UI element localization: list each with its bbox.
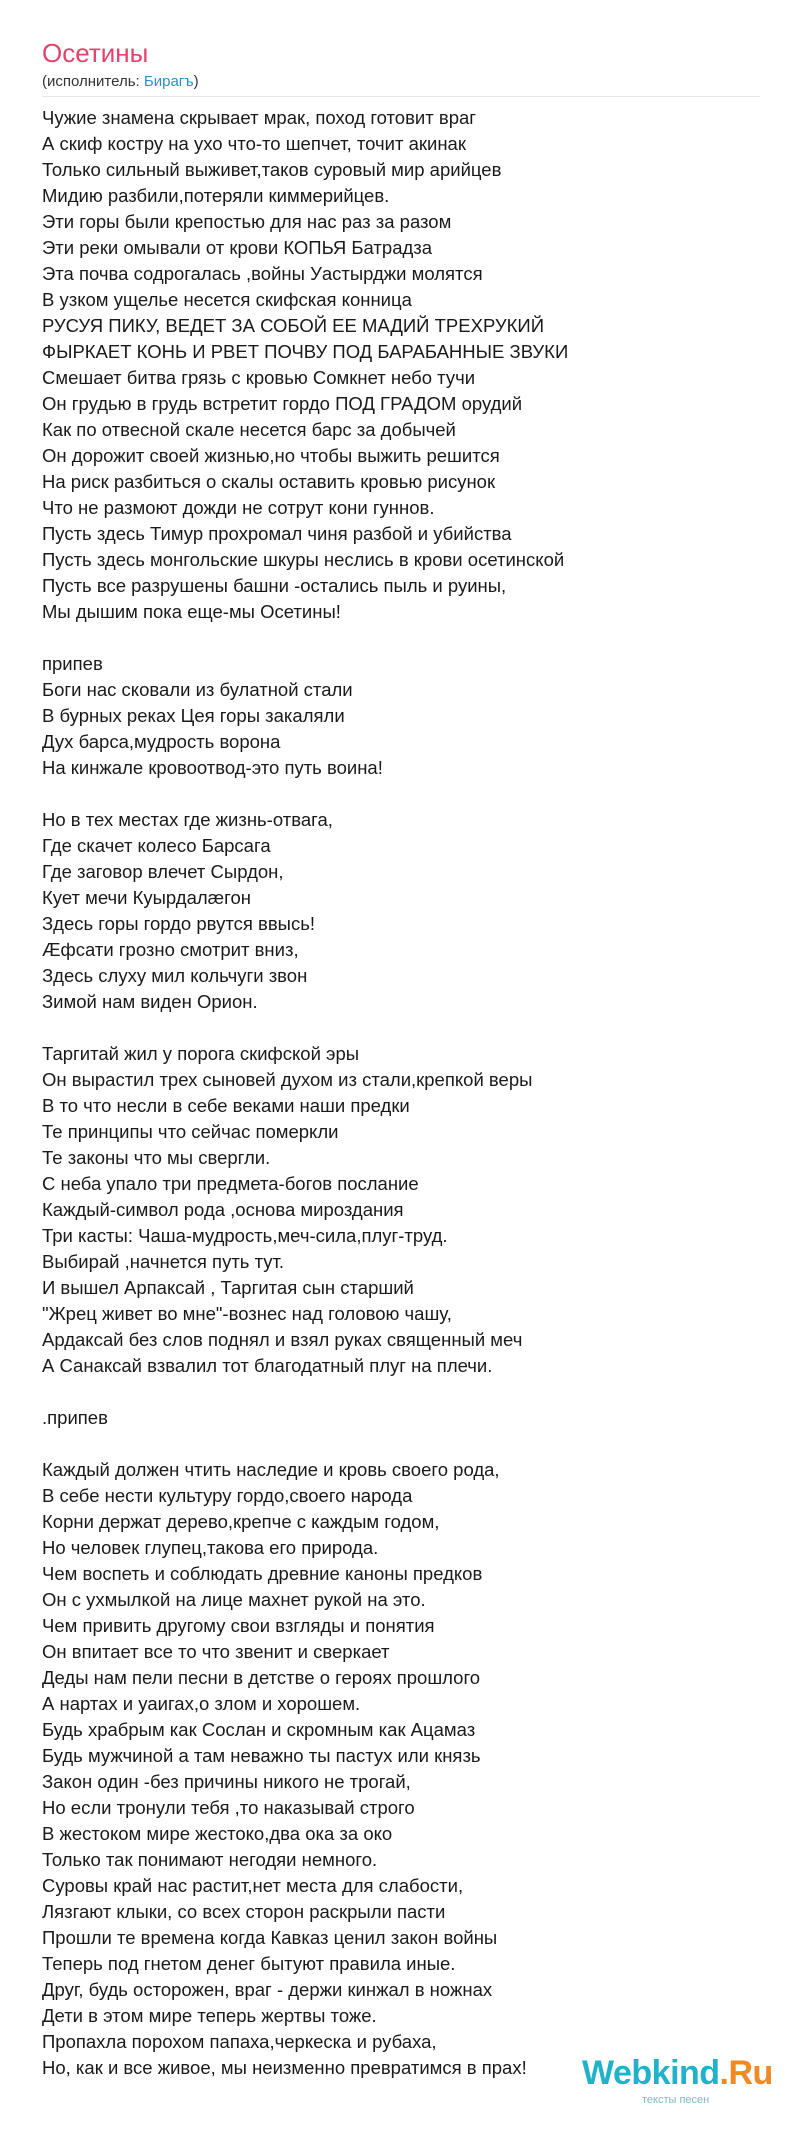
lyric-blank-line xyxy=(42,1431,772,1457)
lyric-line: Эти реки омывали от крови КОПЬЯ Батрадза xyxy=(42,237,433,258)
lyric-line: Но, как и все живое, мы неизменно превратимся в прах! xyxy=(42,2057,527,2078)
lyric-line: Что не размоют дожди не сотрут кони гуннов. xyxy=(42,497,435,518)
lyric-line: Здесь горы гордо рвутся ввысь! xyxy=(42,913,315,934)
lyric-line: На кинжале кровоотвод-это путь воина! xyxy=(42,757,383,778)
lyrics-text xyxy=(42,105,772,2081)
lyric-line: Теперь под гнетом денег бытуют правила иные. xyxy=(42,1953,456,1974)
lyric-blank-line xyxy=(42,625,772,651)
lyric-line: Смешает битва грязь с кровью Сомкнет небо тучи xyxy=(42,367,476,388)
lyric-line: Он вырастил трех сыновей духом из стали,крепкой веры xyxy=(42,1069,533,1090)
lyric-line: Будь храбрым как Сослан и скромным как Ацамаз xyxy=(42,1719,476,1740)
lyric-line: А нартах и уаигах,о злом и хорошем. xyxy=(42,1693,361,1714)
lyric-line: Каждый должен чтить наследие и кровь своего рода, xyxy=(42,1459,500,1480)
lyric-line: Корни держат дерево,крепче с каждым годом, xyxy=(42,1511,440,1532)
lyric-line: Эти горы были крепостью для нас раз за разом xyxy=(42,211,452,232)
lyric-line: Выбирай ,начнется путь тут. xyxy=(42,1251,285,1272)
lyric-line: Где скачет колесо Барсага xyxy=(42,835,271,856)
lyric-line: Боги нас сковали из булатной стали xyxy=(42,679,353,700)
lyric-line: Зимой нам виден Орион. xyxy=(42,991,258,1012)
lyric-line: В себе нести культуру гордо,своего народа xyxy=(42,1485,413,1506)
lyric-line: Пусть здесь монгольские шкуры неслись в крови осетинской xyxy=(42,549,565,570)
lyric-line: Будь мужчиной а там неважно ты пастух или князь xyxy=(42,1745,481,1766)
lyric-line: Прошли те времена когда Кавказ ценил закон войны xyxy=(42,1927,498,1948)
lyric-line: Мы дышим пока еще-мы Осетины! xyxy=(42,601,341,622)
performer-line xyxy=(42,73,199,91)
lyric-line: С неба упало три предмета-богов послание xyxy=(42,1173,419,1194)
lyric-line: Он грудью в грудь встретит гордо ПОД ГРАДОМ орудий xyxy=(42,393,523,414)
lyric-line: Закон один -без причины никого не трогай, xyxy=(42,1771,411,1792)
lyric-blank-line xyxy=(42,1015,772,1041)
lyric-line: Но в тех местах где жизнь-отвага, xyxy=(42,809,333,830)
performer-link[interactable]: Бирагъ xyxy=(143,73,194,90)
lyric-line: В жестоком мире жестоко,два ока за око xyxy=(42,1823,393,1844)
lyric-line: Он с ухмылкой на лице махнет рукой на это. xyxy=(42,1589,426,1610)
lyric-line: Он дорожит своей жизнью,но чтобы выжить решится xyxy=(42,445,500,466)
lyric-line: Каждый-символ рода ,основа мироздания xyxy=(42,1199,404,1220)
performer-prefix: (исполнитель: xyxy=(42,73,144,90)
lyric-line: На риск разбиться о скалы оставить кровью рисунок xyxy=(42,471,496,492)
lyric-blank-line xyxy=(42,1379,772,1405)
lyric-line: И вышел Арпаксай , Таргитая сын старший xyxy=(42,1277,414,1298)
lyric-line: Суровы край нас растит,нет места для слабости, xyxy=(42,1875,464,1896)
performer-suffix: ) xyxy=(193,73,199,90)
logo-wordmark xyxy=(582,2055,773,2092)
lyric-line: Ардаксай без слов поднял и взял руках священный меч xyxy=(42,1329,523,1350)
lyric-line: Как по отвесной скале несется барс за добычей xyxy=(42,419,456,440)
lyric-line: Дух барса,мудрость ворона xyxy=(42,731,281,752)
lyric-line: Чем привить другому свои взгляды и понятия xyxy=(42,1615,435,1636)
lyric-line: припев xyxy=(42,653,103,674)
lyric-line: Чужие знамена скрывает мрак, поход готовит враг xyxy=(42,107,477,128)
lyric-line: Но человек глупец,такова его природа. xyxy=(42,1537,379,1558)
lyric-line: Дети в этом мире теперь жертвы тоже. xyxy=(42,2005,377,2026)
lyric-line: Таргитай жил у порога скифской эры xyxy=(42,1043,360,1064)
lyric-line: Пусть здесь Тимур прохромал чиня разбой и убийства xyxy=(42,523,512,544)
lyric-line: Эта почва содрогалась ,войны Уастырджи молятся xyxy=(42,263,483,284)
lyric-line: В узком ущелье несется скифская конница xyxy=(42,289,412,310)
lyric-line: .припев xyxy=(42,1407,108,1428)
logo-brand: Webkind xyxy=(582,2054,720,2092)
lyric-line: В то что несли в себе веками наши предки xyxy=(42,1095,410,1116)
lyric-line: Кует мечи Куырдалæгон xyxy=(42,887,251,908)
logo-tagline: тексты песен xyxy=(642,2094,710,2106)
lyric-line: А Санаксай взвалил тот благодатный плуг на плечи. xyxy=(42,1355,493,1376)
lyric-line: Те законы что мы свергли. xyxy=(42,1147,271,1168)
lyric-line: ФЫРКАЕТ КОНЬ И РВЕТ ПОЧВУ ПОД БАРАБАННЫЕ ЗВУКИ xyxy=(42,341,569,362)
lyric-line: Три касты: Чаша-мудрость,меч-сила,плуг-труд. xyxy=(42,1225,448,1246)
webkind-logo[interactable] xyxy=(582,2055,772,2109)
lyric-line: Лязгают клыки, со всех сторон раскрыли пасти xyxy=(42,1901,446,1922)
lyric-line: Пропахла порохом папаха,черкеска и рубаха, xyxy=(42,2031,437,2052)
lyric-line: Мидию разбили,потеряли киммерийцев. xyxy=(42,185,390,206)
lyric-line: "Жрец живет во мне"-вознес над головою чашу, xyxy=(42,1303,452,1324)
lyric-line: Те принципы что сейчас померкли xyxy=(42,1121,339,1142)
lyric-line: Пусть все разрушены башни -остались пыль и руины, xyxy=(42,575,507,596)
lyric-line: Друг, будь осторожен, враг - держи кинжал в ножнах xyxy=(42,1979,493,2000)
lyric-line: Æфсати грозно смотрит вниз, xyxy=(42,939,299,960)
lyric-line: Деды нам пели песни в детстве о героях прошлого xyxy=(42,1667,481,1688)
lyric-blank-line xyxy=(42,781,772,807)
lyric-line: Он впитает все то что звенит и сверкает xyxy=(42,1641,390,1662)
song-title: Осетины xyxy=(42,38,149,68)
logo-domain: .Ru xyxy=(719,2054,773,2092)
lyric-line: Чем воспеть и соблюдать древние каноны предков xyxy=(42,1563,483,1584)
lyric-line: Но если тронули тебя ,то наказывай строго xyxy=(42,1797,415,1818)
lyric-line: Только сильный выживет,таков суровый мир арийцев xyxy=(42,159,502,180)
lyric-line: А скиф костру на ухо что-то шепчет, точит акинак xyxy=(42,133,466,154)
lyric-line: В бурных реках Цея горы закаляли xyxy=(42,705,345,726)
lyric-line: РУСУЯ ПИКУ, ВЕДЕТ ЗА СОБОЙ ЕЕ МАДИЙ ТРЕХРУКИЙ xyxy=(42,315,544,336)
lyric-line: Только так понимают негодяи немного. xyxy=(42,1849,378,1870)
lyric-line: Где заговор влечет Сырдон, xyxy=(42,861,284,882)
title-divider xyxy=(42,96,760,97)
lyric-line: Здесь слуху мил кольчуги звон xyxy=(42,965,308,986)
